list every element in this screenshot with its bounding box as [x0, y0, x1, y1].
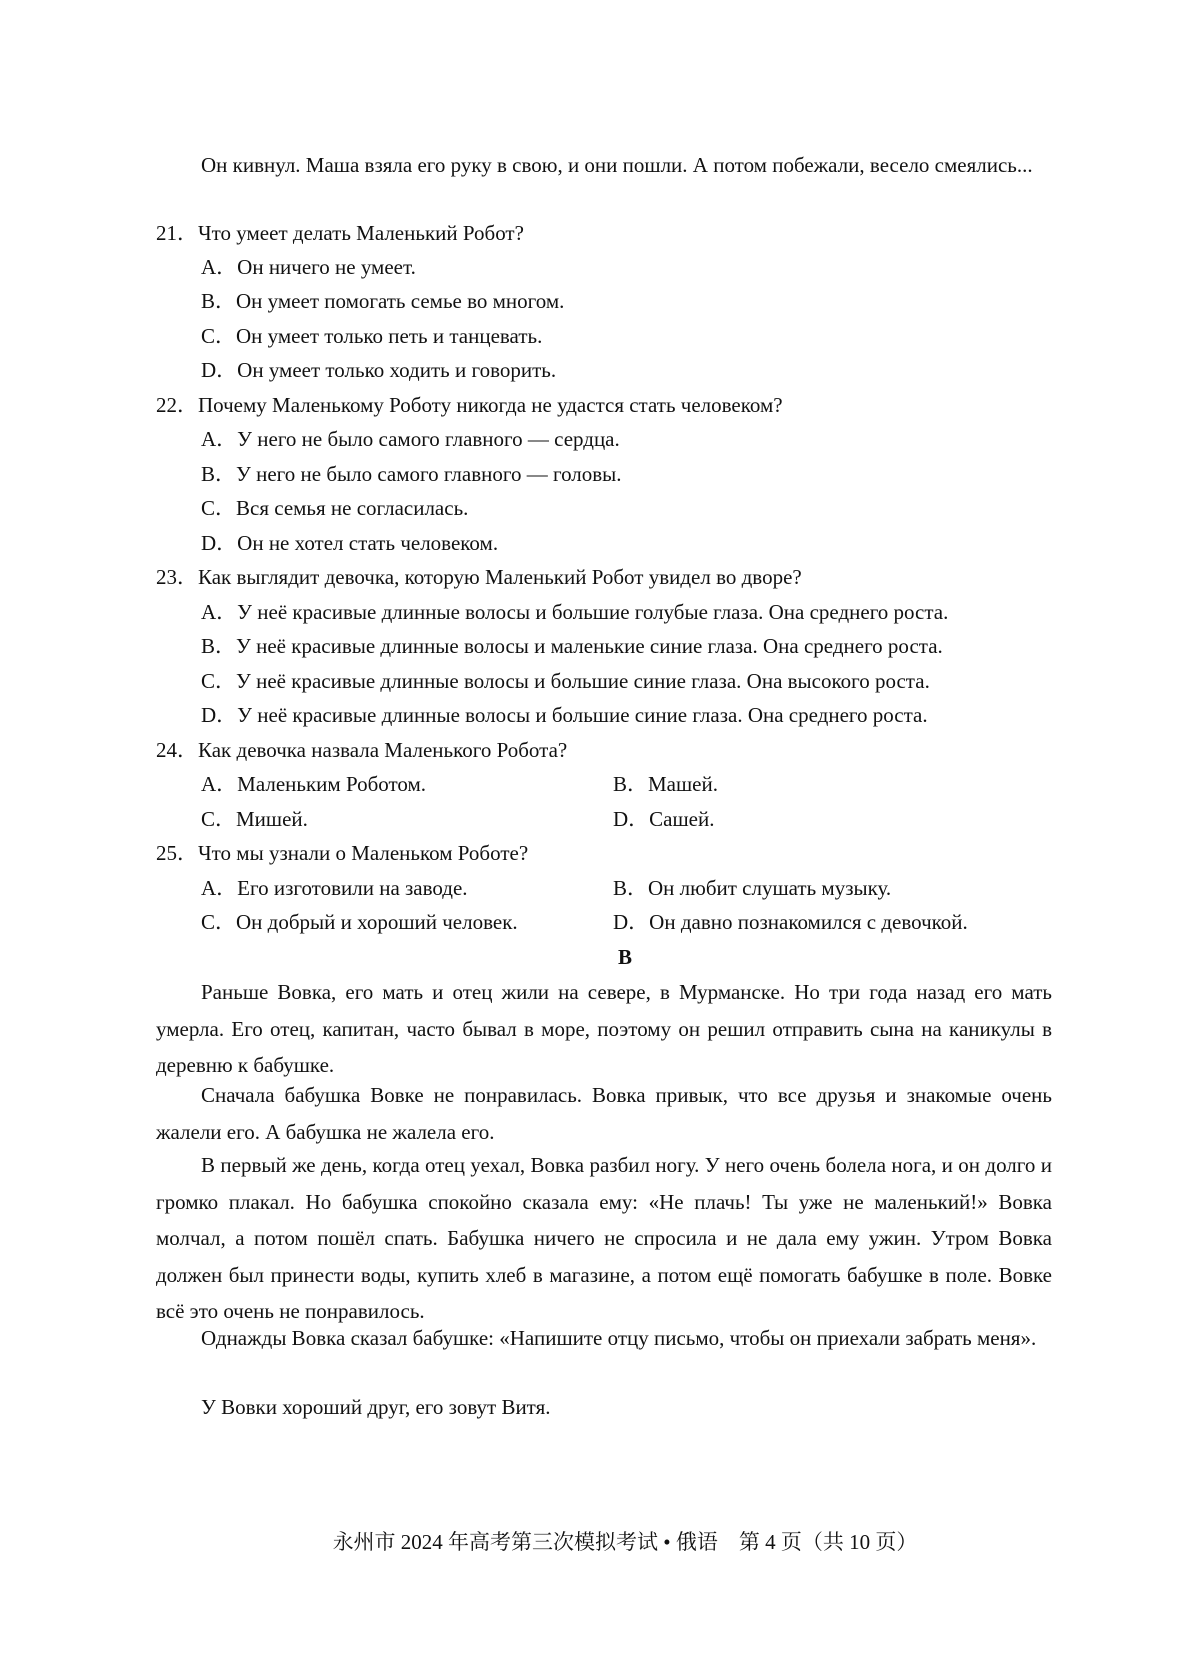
option-21-a: A．Он ничего не умеет.: [201, 255, 416, 279]
question-22: [156, 392, 783, 418]
question-number: 21．: [156, 221, 198, 245]
question-number: 25．: [156, 841, 198, 865]
option-23-c: C．У неё красивые длинные волосы и большие синие глаза. Она высокого роста.: [201, 669, 930, 693]
option-24-d: D．Сашей.: [613, 807, 715, 831]
option-22-d: D．Он не хотел стать человеком.: [201, 531, 499, 555]
option-24-c: C．Мишей.: [201, 807, 308, 831]
question-text: Почему Маленькому Роботу никогда не удастся стать человеком?: [198, 393, 783, 417]
option-25-c: C．Он добрый и хороший человек.: [201, 910, 518, 934]
question-text: Как выглядит девочка, которую Маленький Робот увидел во дворе?: [198, 565, 802, 589]
question-text: Как девочка назвала Маленького Робота?: [198, 738, 568, 762]
passage-paragraph: Раньше Вовка, его мать и отец жили на севере, в Мурманске. Но три года назад его мать умерла. Его отец, капитан, часто бывал в море, поэтому он решил отправить сына на каникулы в деревню к бабушке.: [156, 980, 1052, 1077]
option-21-c: C．Он умеет только петь и танцевать.: [201, 324, 543, 348]
question-number: 24．: [156, 738, 198, 762]
question-24: [156, 737, 567, 763]
passage-paragraph: Однажды Вовка сказал бабушке: «Напишите отцу письмо, чтобы он приехали забрать меня».: [201, 1326, 1037, 1350]
option-22-b: B．У него не было самого главного — головы.: [201, 462, 622, 486]
question-21: [156, 220, 524, 246]
question-23: [156, 564, 802, 590]
question-25: [156, 840, 528, 866]
passage-paragraph: Сначала бабушка Вовке не понравилась. Вовка привык, что все друзья и знакомые очень жалели его. А бабушка не жалела его.: [156, 1083, 1052, 1144]
question-number: 23．: [156, 565, 198, 589]
option-23-a: A．У неё красивые длинные волосы и большие голубые глаза. Она среднего роста.: [201, 600, 949, 624]
option-25-a: A．Его изготовили на заводе.: [201, 876, 468, 900]
question-text: Что мы узнали о Маленьком Роботе?: [198, 841, 529, 865]
option-23-b: B．У неё красивые длинные волосы и маленькие синие глаза. Она среднего роста.: [201, 634, 943, 658]
question-text: Что умеет делать Маленький Робот?: [198, 221, 524, 245]
option-23-d: D．У неё красивые длинные волосы и большие синие глаза. Она среднего роста.: [201, 703, 928, 727]
option-21-d: D．Он умеет только ходить и говорить.: [201, 358, 557, 382]
option-25-d: D．Он давно познакомился с девочкой.: [613, 910, 968, 934]
option-24-b: B．Машей.: [613, 772, 718, 796]
intro-paragraph: Он кивнул. Маша взяла его руку в свою, и они пошли. А потом побежали, весело смеялись...: [201, 153, 1033, 177]
question-number: 22．: [156, 393, 198, 417]
page-footer: 永州市 2024 年高考第三次模拟考试 • 俄语 第 4 页（共 10 页）: [332, 1530, 918, 1554]
option-25-b: B．Он любит слушать музыку.: [613, 876, 892, 900]
option-22-a: A．У него не было самого главного — сердца.: [201, 427, 620, 451]
section-heading: B: [617, 945, 632, 969]
option-22-c: C．Вся семья не согласилась.: [201, 496, 469, 520]
option-21-b: B．Он умеет помогать семье во многом.: [201, 289, 565, 313]
passage-paragraph: В первый же день, когда отец уехал, Вовка разбил ногу. У него очень болела нога, и он долго и громко плакал. Но бабушка спокойно сказала ему: «Не плачь! Ты уже не маленький!» Вовка молчал, а потом пошёл спать. Бабушка ничего не спросила и не дала ему ужин. Утром Вовка должен был принести воды, купить хлеб в магазине, а потом ещё помогать бабушке в поле. Вовке всё это очень не понравилось.: [156, 1153, 1052, 1323]
passage-paragraph: У Вовки хороший друг, его зовут Витя.: [201, 1395, 551, 1419]
option-24-a: A．Маленьким Роботом.: [201, 772, 427, 796]
